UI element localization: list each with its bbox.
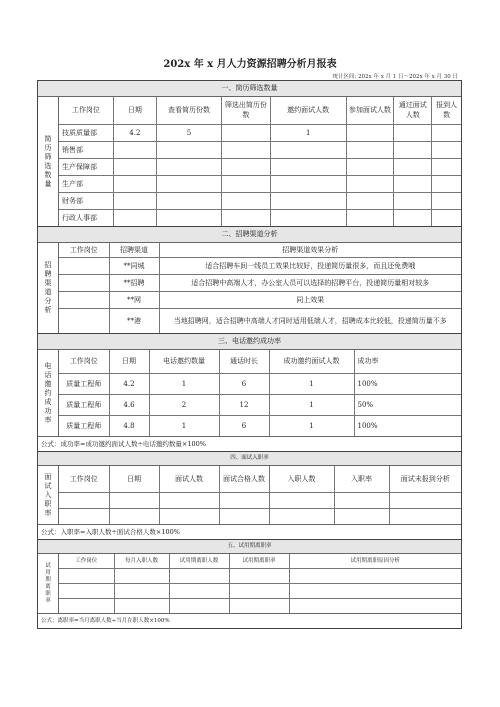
col-header: 工作岗位	[59, 350, 109, 373]
col-header: 参加面试人数	[346, 97, 394, 124]
cell[interactable]: 6	[219, 373, 269, 394]
col-header: 面试人数	[159, 466, 219, 492]
section-header: 二、招聘渠道分析	[38, 227, 461, 243]
cell[interactable]	[59, 492, 109, 508]
table-row	[59, 274, 461, 291]
table-row	[59, 394, 461, 415]
cell[interactable]	[219, 508, 269, 524]
cell[interactable]: 100%	[357, 421, 378, 430]
interview-hire-table	[59, 466, 461, 524]
table-row	[59, 141, 461, 158]
cell[interactable]: 5	[157, 124, 222, 141]
section-header: 五、试用期离职率	[38, 540, 461, 554]
cell[interactable]: 行政人事部	[59, 209, 113, 226]
col-header: 成功率	[354, 350, 461, 373]
cell[interactable]	[169, 568, 229, 583]
cell[interactable]: **网	[109, 291, 159, 308]
cell[interactable]	[157, 158, 222, 175]
table-row	[59, 598, 461, 613]
cell[interactable]: 质量工程师	[59, 373, 109, 394]
cell[interactable]	[432, 141, 461, 158]
side-label: 面试入职率	[38, 466, 59, 524]
cell[interactable]	[109, 492, 159, 508]
cell[interactable]	[394, 192, 432, 209]
resume-screening-table	[59, 97, 461, 226]
cell[interactable]	[389, 508, 461, 524]
cell[interactable]	[270, 175, 346, 192]
cell[interactable]: 1	[149, 373, 219, 394]
cell[interactable]	[109, 508, 159, 524]
cell[interactable]	[114, 598, 169, 613]
cell[interactable]	[432, 124, 461, 141]
cell[interactable]: **港	[109, 308, 159, 333]
cell[interactable]	[432, 209, 461, 226]
table-row	[59, 124, 461, 141]
col-header: 成功邀约面试人数	[269, 350, 354, 373]
cell[interactable]	[270, 141, 346, 158]
cell[interactable]	[222, 209, 271, 226]
cell[interactable]: 质量工程师	[59, 394, 109, 415]
cell[interactable]	[59, 274, 109, 291]
col-header: 日期	[113, 97, 156, 124]
cell[interactable]: **同城	[109, 257, 159, 274]
cell[interactable]	[222, 192, 271, 209]
cell[interactable]	[114, 583, 169, 598]
cell[interactable]	[346, 124, 394, 141]
cell[interactable]	[270, 209, 346, 226]
col-header: 日期	[109, 350, 149, 373]
formula-success-rate: 公式：成功率=成功邀约面试人数÷电话邀约数量×100%	[38, 436, 461, 451]
cell[interactable]: **招聘	[109, 274, 159, 291]
cell[interactable]: 1	[270, 124, 346, 141]
col-header: 面试未报到分析	[389, 466, 461, 492]
table-row	[59, 568, 461, 583]
cell[interactable]: 4.2	[109, 373, 149, 394]
cell[interactable]	[346, 141, 394, 158]
col-header: 每月入职人数	[114, 554, 169, 568]
cell[interactable]	[289, 598, 461, 613]
table-row	[59, 373, 461, 394]
cell[interactable]	[157, 175, 222, 192]
table-row	[59, 209, 461, 226]
cell[interactable]	[59, 291, 109, 308]
col-header: 报到人数	[432, 97, 461, 124]
cell[interactable]: 生产部	[59, 175, 113, 192]
section-header: 四、面试入职率	[38, 452, 461, 466]
col-header: 筛选出简历份数	[222, 97, 271, 124]
cell[interactable]	[346, 192, 394, 209]
section-recruiting-channels	[38, 227, 461, 334]
table-row	[59, 257, 461, 274]
cell[interactable]	[394, 209, 432, 226]
cell[interactable]	[157, 141, 222, 158]
cell[interactable]	[169, 583, 229, 598]
table-row	[59, 583, 461, 598]
cell[interactable]: 100%	[354, 373, 461, 394]
col-header: 邀约面试人数	[270, 97, 346, 124]
col-header: 招聘渠道效果分析	[159, 243, 461, 257]
cell[interactable]: 销售部	[59, 141, 113, 158]
cell[interactable]	[159, 492, 219, 508]
cell[interactable]	[289, 583, 461, 598]
col-header: 入职人数	[269, 466, 334, 492]
cell[interactable]	[59, 257, 109, 274]
recruiting-channels-table	[59, 243, 461, 333]
cell[interactable]	[346, 209, 394, 226]
col-header: 入职率	[334, 466, 389, 492]
cell[interactable]	[222, 124, 271, 141]
section-header: 三、电话邀约成功率	[38, 334, 461, 350]
cell[interactable]	[169, 598, 229, 613]
probation-turnover-table	[59, 554, 461, 613]
cell[interactable]	[270, 192, 346, 209]
cell[interactable]	[269, 492, 334, 508]
table-row	[59, 158, 461, 175]
table-row	[59, 308, 461, 333]
cell[interactable]	[222, 158, 271, 175]
cell[interactable]	[346, 158, 394, 175]
cell[interactable]	[389, 492, 461, 508]
table-row	[59, 508, 461, 524]
report-title: 202x 年 x 月人力资源招聘分析月报表	[163, 59, 337, 70]
table-row	[59, 492, 461, 508]
cell[interactable]	[113, 192, 156, 209]
cell[interactable]	[289, 568, 461, 583]
cell[interactable]	[59, 568, 114, 583]
cell[interactable]: 4.8	[109, 415, 149, 436]
col-header: 试用期离职率	[229, 554, 289, 568]
cell[interactable]: 1	[269, 415, 354, 436]
formula-turnover-rate: 公式：离职率=当月离职人数÷当月在职人数×100%	[38, 613, 461, 628]
col-header: 工作岗位	[59, 466, 109, 492]
cell[interactable]: 1	[269, 373, 354, 394]
cell[interactable]: 适合招聘车间一线员工效果比较好，投递简历量很多，而且还免费哦	[159, 257, 461, 274]
col-header: 面试合格人数	[219, 466, 269, 492]
side-label: 简历筛选数量	[38, 97, 59, 226]
col-header: 工作岗位	[59, 554, 114, 568]
cell[interactable]	[113, 175, 156, 192]
col-header: 通话时长	[219, 350, 269, 373]
cell[interactable]	[59, 308, 109, 333]
section-resume-screening	[38, 81, 461, 227]
cell[interactable]	[157, 192, 222, 209]
cell[interactable]: 4.2	[113, 124, 156, 141]
statistics-range: 统计区间: 202x 年 x 月 1 日～202x 年 x 月 30 日	[332, 74, 458, 80]
cell[interactable]: 同上效果	[159, 291, 461, 308]
cell[interactable]	[432, 175, 461, 192]
cell[interactable]	[346, 175, 394, 192]
cell[interactable]: 财务部	[59, 192, 113, 209]
cell[interactable]: 生产保障部	[59, 158, 113, 175]
section-interview-hire-rate	[38, 452, 461, 540]
section-phone-invitation	[38, 334, 461, 452]
cell[interactable]	[222, 175, 271, 192]
cell[interactable]: 适合招聘中高端人才，办公室人员可以选择的招聘平台，投递简历量相对较多	[159, 274, 461, 291]
section-probation-turnover	[38, 540, 461, 628]
col-header: 试用期离职人数	[169, 554, 229, 568]
table-row	[59, 415, 461, 436]
cell[interactable]	[432, 158, 461, 175]
cell[interactable]: 1	[269, 394, 354, 415]
cell[interactable]	[334, 492, 389, 508]
cell[interactable]	[229, 568, 289, 583]
cell[interactable]: 当地招聘网，适合招聘中高端人才同时适用低端人才，招聘成本比较低，投递简历量不多	[173, 316, 447, 325]
cell[interactable]: 2	[149, 394, 219, 415]
col-header: 工作岗位	[59, 97, 113, 124]
col-header: 查看简历份数	[157, 97, 222, 124]
cell[interactable]	[59, 508, 109, 524]
cell[interactable]	[394, 124, 432, 141]
cell[interactable]	[270, 158, 346, 175]
table-row	[59, 192, 461, 209]
section-header: 一、简历筛选数量	[38, 81, 461, 97]
table-row	[59, 291, 461, 308]
cell[interactable]	[229, 583, 289, 598]
cell[interactable]	[113, 158, 156, 175]
cell[interactable]	[114, 568, 169, 583]
cell[interactable]	[113, 141, 156, 158]
cell[interactable]: 1	[149, 415, 219, 436]
col-header: 日期	[109, 466, 159, 492]
side-label: 试用期离职率	[38, 554, 59, 613]
cell[interactable]: 12	[219, 394, 269, 415]
cell[interactable]	[269, 508, 334, 524]
cell[interactable]	[229, 598, 289, 613]
cell[interactable]	[394, 175, 432, 192]
formula-hire-rate: 公式：入职率=入职人数÷面试合格人数×100%	[38, 524, 461, 539]
cell[interactable]	[334, 508, 389, 524]
cell[interactable]: 50%	[354, 394, 461, 415]
cell[interactable]	[59, 583, 114, 598]
report-sheet	[37, 80, 462, 629]
col-header: 电话邀约数量	[149, 350, 219, 373]
col-header: 招聘渠道	[109, 243, 159, 257]
cell[interactable]	[222, 141, 271, 158]
cell[interactable]	[59, 598, 114, 613]
col-header: 工作岗位	[59, 243, 109, 257]
phone-invitation-table	[59, 350, 461, 436]
side-label: 电话邀约成功率	[38, 350, 59, 436]
cell[interactable]	[432, 192, 461, 209]
cell[interactable]	[113, 209, 156, 226]
col-header: 试用期离职原因分析	[289, 554, 461, 568]
cell[interactable]	[394, 158, 432, 175]
cell[interactable]: 质量工程师	[59, 415, 109, 436]
col-header: 通过面试人数	[394, 97, 432, 124]
cell[interactable]: 4.6	[109, 394, 149, 415]
cell[interactable]	[159, 508, 219, 524]
cell[interactable]: 技质质量部	[59, 124, 113, 141]
cell[interactable]	[394, 141, 432, 158]
side-label: 招聘渠道分析	[38, 243, 59, 333]
table-row	[59, 175, 461, 192]
cell[interactable]	[219, 492, 269, 508]
cell[interactable]	[157, 209, 222, 226]
cell[interactable]: 6	[219, 415, 269, 436]
